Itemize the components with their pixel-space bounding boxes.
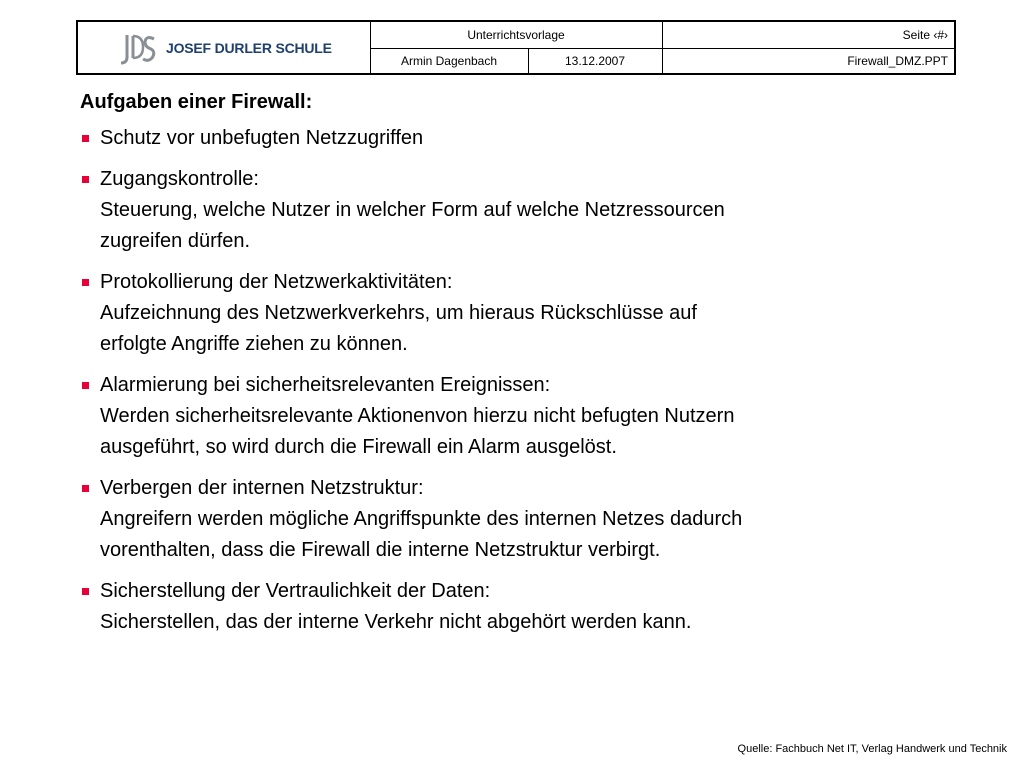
bullet-text: zugreifen dürfen. [100, 230, 251, 252]
bullet-heading: Schutz vor unbefugten Netzzugriffen [100, 127, 424, 149]
bullet-item [80, 370, 960, 463]
bullet-text: erfolgte Angriffe ziehen zu können. [100, 333, 408, 355]
bullet-text: vorenthalten, dass die Firewall die interne Netzstruktur verbirgt. [100, 539, 661, 561]
bullet-text: Aufzeichnung des Netzwerkverkehrs, um hieraus Rückschlüsse auf [100, 302, 697, 324]
slide-title: Aufgaben einer Firewall: [80, 91, 313, 113]
bullet-text: Sicherstellen, das der interne Verkehr nicht abgehört werden kann. [100, 611, 692, 633]
filename: Firewall_DMZ.PPT [847, 54, 948, 68]
bullet-item [80, 123, 960, 154]
source-note: Quelle: Fachbuch Net IT, Verlag Handwerk und Technik [737, 743, 1007, 755]
bullet-heading: Sicherstellung der Vertraulichkeit der Daten: [100, 580, 491, 602]
logo-cell [78, 22, 371, 73]
date: 13.12.2007 [564, 54, 626, 68]
bullet-text: Werden sicherheitsrelevante Aktionenvon hierzu nicht befugten Nutzern [100, 405, 735, 427]
school-logo-mark [118, 31, 158, 67]
bullet-heading: Alarmierung bei sicherheitsrelevanten Ereignissen: [100, 374, 551, 396]
author: Armin Dagenbach [400, 54, 498, 68]
bullet-heading: Protokollierung der Netzwerkaktivitäten: [100, 271, 453, 293]
bullet-list [80, 123, 960, 648]
bullet-heading: Verbergen der internen Netzstruktur: [100, 477, 424, 499]
logo-school: SCHULE [275, 40, 332, 56]
bullet-item [80, 473, 960, 566]
bullet-heading: Zugangskontrolle: [100, 168, 259, 190]
bullet-item [80, 164, 960, 257]
bullet-item [80, 576, 960, 638]
doc-type: Unterrichtsvorlage [467, 28, 565, 42]
bullet-item [80, 267, 960, 360]
bullet-text: ausgeführt, so wird durch die Firewall ein Alarm ausgelöst. [100, 436, 617, 458]
logo-wordmark [166, 40, 332, 56]
header-table [76, 20, 956, 75]
logo-name: JOSEF DURLER [166, 40, 272, 56]
bullet-text: Steuerung, welche Nutzer in welcher Form auf welche Netzressourcen [100, 199, 725, 221]
page-label: Seite ‹#› [902, 28, 948, 42]
bullet-text: Angreifern werden mögliche Angriffspunkte des internen Netzes dadurch [100, 508, 743, 530]
